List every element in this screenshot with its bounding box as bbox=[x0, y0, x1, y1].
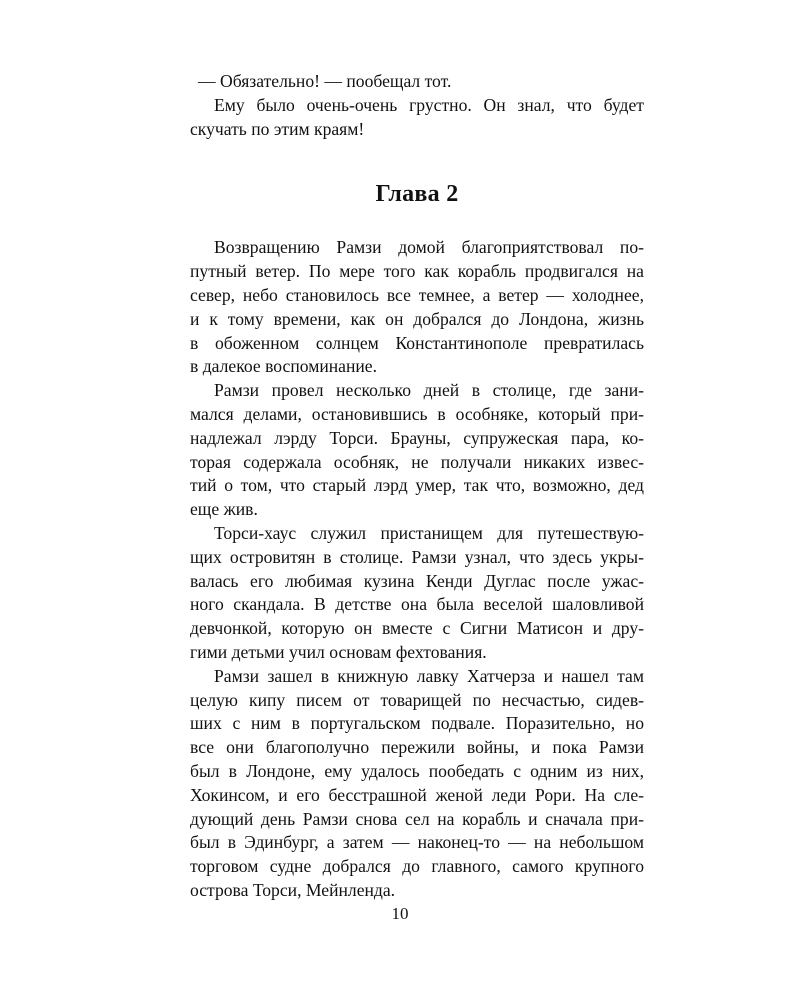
chapter-heading: Глава 2 bbox=[375, 181, 459, 208]
text-line: в обоженном солнцем Константинополе превратилась bbox=[190, 332, 644, 353]
text-line: девчонкой, которую он вместе с Сигни Матисон и дру- bbox=[190, 618, 644, 639]
text-line: ших с ним в португальском подвале. Поразительно, но bbox=[190, 713, 644, 734]
text-line: Хокинсом, и его бесстрашной женой леди Рори. На сле- bbox=[190, 784, 644, 805]
text-line: был в Эдинбург, а затем — наконец-то — на небольшом bbox=[190, 832, 644, 853]
text-line: щих островитян в столице. Рамзи узнал, что здесь укры- bbox=[190, 546, 644, 567]
text-line: ного скандала. В детстве она была веселой шаловливой bbox=[190, 594, 644, 615]
text-line: дующий день Рамзи снова сел на корабль и сначала при- bbox=[190, 808, 644, 829]
text-line: тий о том, что старый лэрд умер, так что, возможно, дед bbox=[190, 475, 644, 496]
text-line: валась его любимая кузина Кенди Дуглас после ужас- bbox=[190, 570, 644, 591]
text-line: север, небо становилось все темнее, а ветер — холоднее, bbox=[190, 284, 644, 305]
text-line: надлежал лэрду Торси. Брауны, супружеская пара, ко- bbox=[190, 427, 644, 448]
text-line: острова Торси, Мейнленда. bbox=[190, 879, 396, 900]
text-line: Торси-хаус служил пристанищем для путешествую- bbox=[214, 522, 644, 543]
page-number: 10 bbox=[391, 904, 409, 923]
text-line: торая содержала особняк, не получали никаких извес- bbox=[190, 451, 644, 472]
text-line: и к тому времени, как он добрался до Лондона, жизнь bbox=[190, 308, 644, 329]
text-line: в далекое воспоминание. bbox=[190, 356, 378, 377]
paragraph-4 bbox=[190, 665, 644, 903]
paragraph-1 bbox=[190, 236, 644, 379]
dialogue-line: — Обязательно! — пообещал тот. bbox=[198, 71, 452, 91]
paragraph-3 bbox=[190, 522, 644, 665]
text-line: скучать по этим краям! bbox=[190, 118, 365, 139]
text-line: все они благополучно пережили войны, и пока Рамзи bbox=[190, 737, 644, 758]
book-page bbox=[190, 70, 644, 903]
text-line: Рамзи зашел в книжную лавку Хатчерза и нашел там bbox=[214, 665, 644, 686]
text-line: Ему было очень-очень грустно. Он знал, что будет bbox=[214, 94, 644, 115]
text-line: Рамзи провел несколько дней в столице, где зани- bbox=[214, 380, 644, 401]
text-line: Возвращению Рамзи домой благоприятствовал по- bbox=[214, 237, 644, 258]
text-line: был в Лондоне, ему удалось пообедать с одним из них, bbox=[190, 760, 644, 781]
text-line: мался делами, остановившись в особняке, который при- bbox=[190, 403, 644, 424]
text-line: еще жив. bbox=[190, 499, 258, 520]
text-line: целую кипу писем от товарищей по несчастью, сидев- bbox=[190, 689, 644, 710]
text-line: гими детьми учил основам фехтования. bbox=[190, 641, 487, 662]
paragraph-2 bbox=[190, 379, 644, 522]
text-line: путный ветер. По мере того как корабль продвигался на bbox=[190, 261, 644, 282]
opening-text bbox=[190, 70, 644, 141]
text-line: торговом судне добрался до главного, самого крупного bbox=[190, 856, 644, 877]
